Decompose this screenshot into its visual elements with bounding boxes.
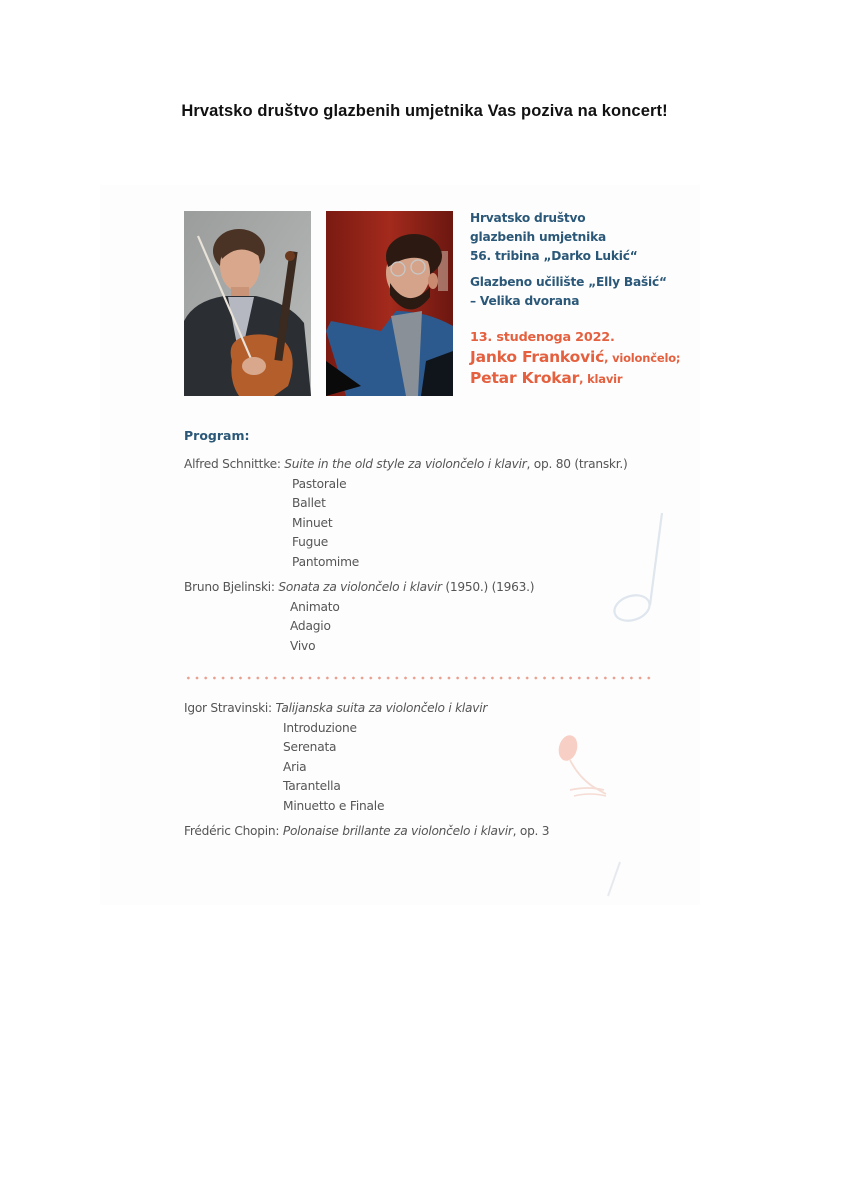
movement-list — [184, 719, 487, 817]
performer-2-name: Petar Krokar — [470, 369, 580, 387]
program-work-schnittke — [184, 455, 628, 572]
work-heading — [184, 578, 534, 598]
movement: Introduzione — [283, 720, 357, 735]
composer-name: Alfred Schnittke: — [184, 457, 281, 471]
music-note-pink-icon — [550, 732, 620, 807]
movement: Vivo — [290, 638, 316, 653]
work-title: Suite in the old style za violončelo i klavir — [284, 457, 527, 471]
movement: Fugue — [292, 535, 329, 550]
program-title: Program: — [184, 428, 250, 443]
concert-info — [470, 209, 680, 389]
movement: Serenata — [283, 740, 337, 755]
cellist-photo — [184, 211, 311, 396]
page-title: Hrvatsko društvo glazbenih umjetnika Vas poziva na koncert! — [181, 102, 668, 120]
program-work-bjelinski — [184, 578, 534, 656]
organizer-line-1: Hrvatsko društvo — [470, 211, 586, 225]
work-suffix: (1950.) (1963.) — [441, 580, 535, 594]
cellist-portrait-image — [184, 211, 311, 396]
series-name: 56. tribina „Darko Lukić“ — [470, 249, 638, 263]
program-work-chopin — [184, 822, 549, 842]
work-title: Polonaise brillante za violončelo i klavir — [282, 824, 513, 838]
work-suffix: , op. 80 (transkr.) — [526, 457, 628, 471]
organizer-line-2: glazbenih umjetnika — [470, 230, 607, 244]
movement-list — [184, 598, 534, 657]
movement: Animato — [290, 599, 340, 614]
work-heading — [184, 822, 549, 842]
music-note-stem-icon — [600, 858, 630, 900]
movement: Pantomime — [292, 554, 360, 569]
composer-name: Igor Stravinski: — [184, 701, 272, 715]
movement: Adagio — [290, 619, 331, 634]
concert-date: 13. studenoga 2022. — [470, 330, 615, 345]
movement: Ballet — [292, 496, 326, 511]
movement: Minuet — [292, 515, 333, 530]
performer-1-name: Janko Franković — [470, 348, 605, 366]
work-title: Sonata za violončelo i klavir — [278, 580, 442, 594]
work-heading — [184, 455, 628, 475]
composer-name: Frédéric Chopin: — [184, 824, 280, 838]
composer-name: Bruno Bjelinski: — [184, 580, 275, 594]
movement: Pastorale — [292, 476, 347, 491]
pianist-portrait-image — [326, 211, 453, 396]
program-work-stravinski — [184, 699, 487, 816]
performer-2 — [470, 368, 680, 389]
performer-1-role: , violončelo; — [604, 351, 681, 365]
movement: Minuetto e Finale — [283, 798, 385, 813]
intermission-separator — [184, 676, 656, 680]
work-heading — [184, 699, 487, 719]
pianist-photo — [326, 211, 453, 396]
venue-line-1: Glazbeno učilište „Elly Bašić“ — [470, 275, 667, 289]
performer-2-role: , klavir — [579, 372, 623, 386]
work-suffix: , op. 3 — [512, 824, 550, 838]
movement: Tarantella — [283, 779, 341, 794]
performer-1 — [470, 347, 680, 368]
music-note-outline-icon — [600, 505, 670, 630]
venue-line-2: – Velika dvorana — [470, 294, 580, 308]
movement: Aria — [283, 759, 307, 774]
program-section — [184, 428, 250, 454]
work-title: Talijanska suita za violončelo i klavir — [275, 701, 488, 715]
movement-list — [184, 475, 628, 573]
